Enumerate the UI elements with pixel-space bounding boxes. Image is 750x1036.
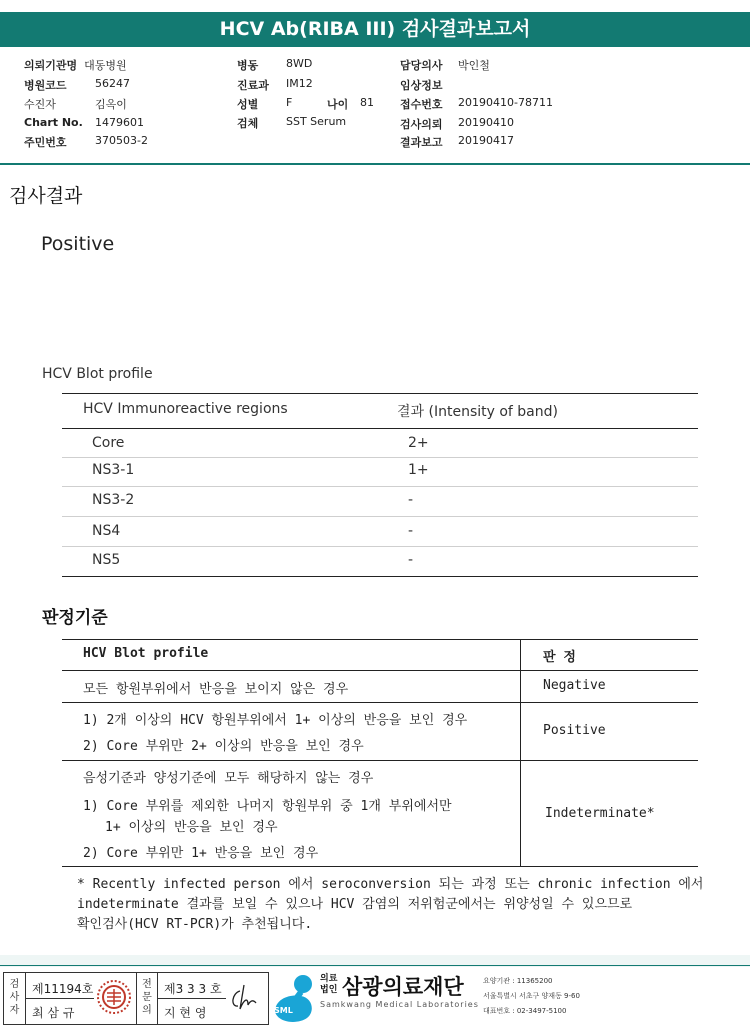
age-label: 나이 <box>327 98 349 111</box>
receipt-value: 20190410-78711 <box>458 96 553 109</box>
sex-label: 성별 <box>237 98 259 111</box>
criteria-note-line-1: * Recently infected person 에서 seroconversion 되는 과정 또는 chronic infection 에서 <box>77 877 704 892</box>
intensity-cell: - <box>408 492 414 508</box>
footer-rule <box>0 965 750 966</box>
org-prefix <box>320 974 337 996</box>
chart-no-value: 1479601 <box>95 116 144 129</box>
table-row <box>62 487 698 515</box>
criteria-negative-text: 모든 항원부위에서 반응을 보이지 않은 경우 <box>83 682 349 697</box>
region-cell: NS5 <box>92 552 121 568</box>
tester-label: 검사자 <box>4 973 26 1024</box>
judgement-positive: Positive <box>543 723 606 738</box>
criteria-positive-text-2: 2) Core 부위만 2+ 이상의 반응을 보인 경우 <box>83 739 364 754</box>
table-top-line <box>62 393 698 394</box>
signature-box <box>3 972 269 1025</box>
criteria-indeterminate-text-4: 2) Core 부위만 1+ 반응을 보인 경우 <box>83 846 319 861</box>
criteria-section-title: 판정기준 <box>42 608 108 628</box>
chart-no-label: Chart No. <box>24 116 83 129</box>
table-row <box>62 517 698 545</box>
results-section-title: 검사결과 <box>9 185 83 207</box>
intensity-cell: 2+ <box>408 435 429 451</box>
criteria-note-line-2: indeterminate 결과를 보일 수 있으나 HCV 감염의 저위험군에서는 위양성일 수 있으므로 <box>77 897 633 912</box>
sex-value: F <box>286 96 293 109</box>
org-english-name: Samkwang Medical Laboratories <box>320 1000 479 1009</box>
specialist-license: 제3 3 3 호 <box>164 982 222 996</box>
clinical-info-label: 임상정보 <box>400 79 443 92</box>
result-value: Positive <box>41 233 115 255</box>
tester-license: 제11194호 <box>32 982 94 996</box>
request-value: 20190410 <box>458 116 514 129</box>
table-row <box>62 547 698 575</box>
specialist-label: 전문의 <box>136 973 158 1024</box>
criteria-indeterminate-text-2: 1) Core 부위를 제외한 나머지 항원부위 중 1개 부위에서만 <box>83 799 452 814</box>
org-prefix-bottom: 법인 <box>320 985 338 995</box>
table-row <box>62 458 698 484</box>
judgement-negative: Negative <box>543 678 606 693</box>
intensity-cell: 1+ <box>408 462 429 478</box>
criteria-col-profile: HCV Blot profile <box>83 646 209 661</box>
region-cell: NS3-1 <box>92 462 135 478</box>
age-value: 81 <box>360 96 374 109</box>
criteria-col-divider <box>520 639 521 866</box>
tester-divider <box>26 998 94 999</box>
contact-address: 서울특별시 서초구 양재동 9-60 <box>483 992 580 1000</box>
criteria-indeterminate-text-3: 1+ 이상의 반응을 보인 경우 <box>105 820 278 835</box>
patient-value: 김옥이 <box>95 98 127 111</box>
contact-code: 요양기관 : 11365200 <box>483 977 553 985</box>
seal-stamp <box>96 979 132 1015</box>
col-region-header: HCV Immunoreactive regions <box>83 401 288 417</box>
criteria-positive-text-1: 1) 2개 이상의 HCV 항원부위에서 1+ 이상의 반응을 보인 경우 <box>83 713 468 728</box>
criteria-row-line <box>62 702 698 703</box>
info-hospital-code: 병원코드 <box>24 79 67 92</box>
id-label: 주민번호 <box>24 136 67 149</box>
dept-label: 진료과 <box>237 79 269 92</box>
col-intensity-header: 결과 (Intensity of band) <box>397 404 558 420</box>
table-row <box>62 430 698 456</box>
org-logo <box>271 972 317 1024</box>
region-cell: Core <box>92 435 125 451</box>
receipt-label: 접수번호 <box>400 98 443 111</box>
request-label: 검사의뢰 <box>400 118 443 131</box>
criteria-col-judgement: 판 정 <box>543 650 576 665</box>
criteria-row-line <box>62 760 698 761</box>
hospital-code-value: 56247 <box>95 77 130 90</box>
org-prefix-top: 의료 <box>320 974 338 984</box>
doctor-value: 박인철 <box>458 59 490 72</box>
table-bottom-line <box>62 576 698 577</box>
specialist-divider <box>158 998 226 999</box>
intensity-cell: - <box>408 523 414 539</box>
id-value: 370503-2 <box>95 134 148 147</box>
ward-label: 병동 <box>237 59 259 72</box>
dept-value: IM12 <box>286 77 313 90</box>
profile-title: HCV Blot profile <box>42 366 153 382</box>
logo-text: SML <box>274 1006 293 1015</box>
report-title: HCV Ab(RIBA III) 검사결과보고서 <box>0 12 750 47</box>
doctor-label: 담당의사 <box>400 59 443 72</box>
criteria-header-line <box>62 670 698 671</box>
ward-value: 8WD <box>286 57 313 70</box>
region-cell: NS3-2 <box>92 492 135 508</box>
signature <box>226 981 262 1015</box>
criteria-bottom-line <box>62 866 698 867</box>
contact-phone: 대표번호 : 02-3497-5100 <box>483 1007 567 1015</box>
patient-label: 수진자 <box>24 98 56 111</box>
table-header-line <box>62 428 698 429</box>
specialist-name: 지 현 영 <box>164 1006 207 1020</box>
specimen-label: 검체 <box>237 117 259 130</box>
report-value: 20190417 <box>458 134 514 147</box>
info-hospital: 의뢰기관명 대동병원 <box>24 59 127 72</box>
judgement-indeterminate: Indeterminate* <box>545 806 655 821</box>
region-cell: NS4 <box>92 523 121 539</box>
specimen-value: SST Serum <box>286 115 347 128</box>
criteria-top-line <box>62 639 698 640</box>
org-name: 삼광의료재단 <box>342 975 464 999</box>
report-label: 결과보고 <box>400 136 443 149</box>
criteria-note-line-3: 확인검사(HCV RT-PCR)가 추천됩니다. <box>77 917 313 932</box>
tester-name: 최 삼 규 <box>32 1006 75 1020</box>
separator <box>0 163 750 165</box>
criteria-indeterminate-text-1: 음성기준과 양성기준에 모두 해당하지 않는 경우 <box>83 771 374 786</box>
intensity-cell: - <box>408 552 414 568</box>
